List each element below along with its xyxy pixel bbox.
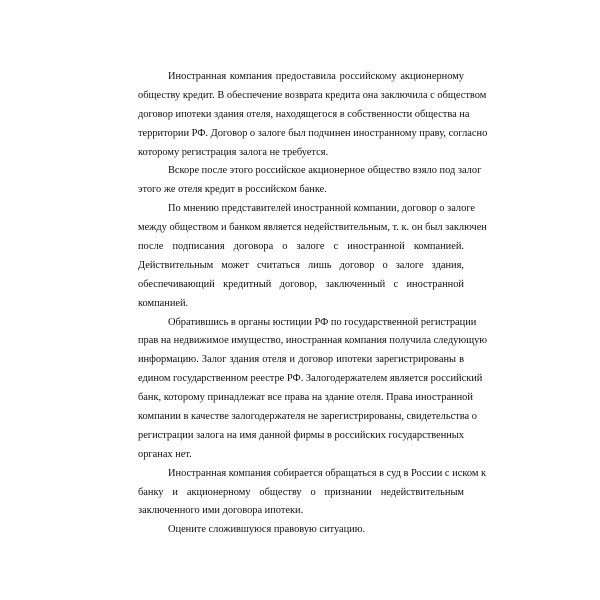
text-line: регистрации залога на имя данной фирмы в российских государственных [138, 429, 464, 441]
paragraph [138, 465, 487, 522]
text-line: после подписания договора о залоге с иностранной компанией. [138, 241, 464, 253]
text-line: обществу кредит. В обеспечение возврата кредита она заключила с обществом [138, 89, 487, 101]
text-line: Вскоре после этого российское акционерное общество взяло под залог [168, 165, 482, 177]
document-page [138, 68, 488, 540]
text-line: между обществом и банком является недействительным, т. к. он был заключен [138, 222, 487, 234]
paragraph [138, 162, 482, 200]
text-line: Действительным может считаться лишь договор о залоге здания, [138, 259, 464, 271]
text-line: По мнению представителей иностранной компании, договор о залоге [168, 203, 476, 215]
text-line: Иностранная компания предоставила российскому акционерному [168, 71, 464, 82]
text-line: банку и акционерному обществу о признании недействительным [138, 486, 464, 498]
text-line: территории РФ. Договор о залоге был подчинен иностранному праву, согласно [138, 127, 488, 139]
text-line: заключенного ими договора ипотеки. [138, 505, 304, 517]
text-line: едином государственном реестре РФ. Залогодержателем является российский [138, 373, 483, 385]
text-line: этого же отеля кредит в российском банке. [138, 184, 327, 196]
text-line: Обратившись в органы юстиции РФ по государственной регистрации [168, 316, 477, 328]
paragraph [138, 200, 487, 313]
text-line: которому регистрация залога не требуется. [138, 146, 329, 158]
text-line: информацию. Залог здания отеля и договор ипотеки зарегистрированы в [138, 354, 464, 366]
paragraph [138, 314, 488, 465]
text-line: компанией. [138, 297, 189, 309]
text-line: компании в качестве залогодержателя не зарегистрированы, свидетельства о [138, 411, 477, 423]
paragraph [138, 68, 488, 162]
text-line: органах нет. [138, 448, 192, 460]
text-line: прав на недвижимое имущество, иностранная компания получила следующую [138, 335, 488, 347]
text-line: Иностранная компания собирается обращаться в суд в России с иском к [168, 467, 487, 479]
text-line: Оцените сложившуюся правовую ситуацию. [168, 524, 366, 536]
text-line: договор ипотеки здания отеля, находящегося в собственности общества на [138, 108, 470, 120]
text-line: обеспечивающий кредитный договор, заключенный с иностранной [138, 278, 464, 290]
text-line: банк, которому принадлежат все права на здание отеля. Права иностранной [138, 392, 473, 404]
paragraph [138, 521, 464, 540]
